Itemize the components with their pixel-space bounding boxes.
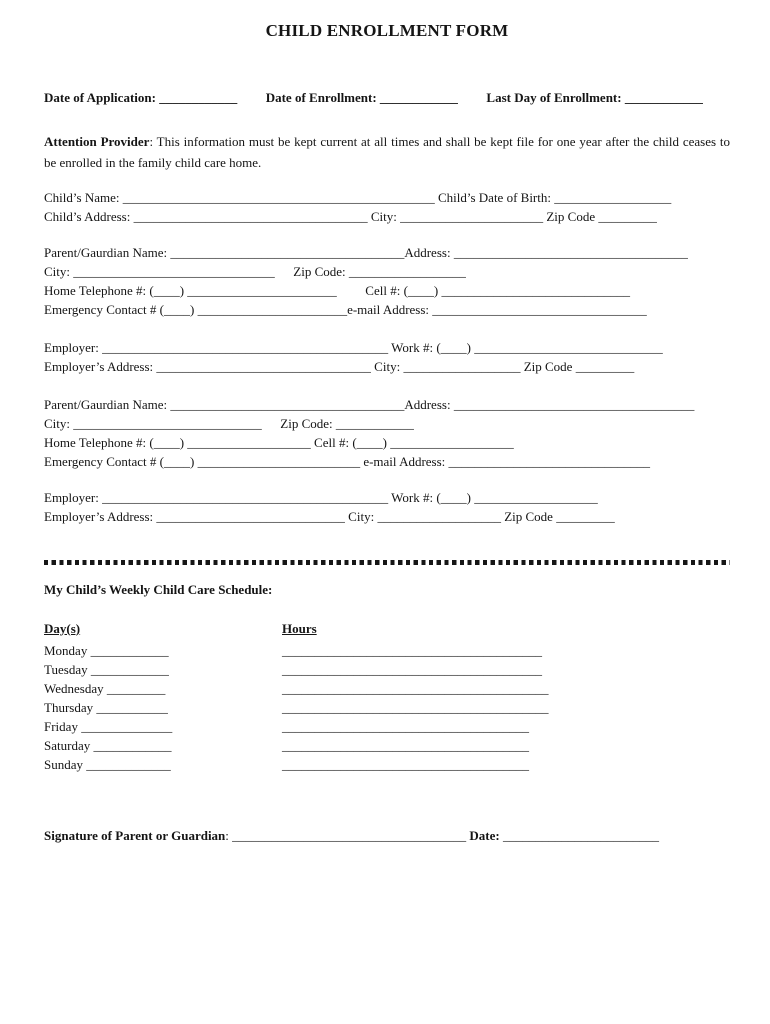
employer1-zip-blank[interactable]: _________	[575, 359, 635, 374]
day-label: Wednesday	[44, 680, 104, 696]
schedule-row-sunday	[44, 755, 730, 774]
page-title: CHILD ENROLLMENT FORM	[265, 21, 509, 40]
child-dob-blank[interactable]: __________________	[554, 190, 672, 205]
parent1-name-blank[interactable]: ____________________________________	[170, 245, 405, 260]
employer1-label: Employer:	[44, 340, 99, 355]
hours-cell	[282, 717, 529, 736]
parent2-zip-label: Zip Code:	[280, 416, 333, 431]
schedule-row-friday	[44, 717, 730, 736]
parent2-home-area-blank[interactable]: (____)	[149, 435, 185, 450]
day-label: Tuesday	[44, 661, 88, 677]
parent2-name-label: Parent/Gaurdian Name:	[44, 397, 168, 412]
dotted-divider	[44, 560, 730, 565]
day-cell	[44, 641, 282, 660]
parent1-emergency-label: Emergency Contact #	[44, 302, 157, 317]
day-label: Thursday	[44, 699, 94, 715]
employer2-zip-blank[interactable]: _________	[556, 509, 615, 524]
employer1-work-blank[interactable]: _____________________________	[474, 340, 663, 355]
parent2-city-label: City:	[44, 416, 71, 431]
parent1-name-label: Parent/Gaurdian Name:	[44, 245, 168, 260]
parent1-cell-label: Cell #:	[365, 283, 401, 298]
employer1-city-label: City:	[374, 359, 401, 374]
employer1-address-blank[interactable]: _________________________________	[156, 359, 371, 374]
child-city-label: City:	[370, 209, 397, 224]
hours-cell	[282, 698, 549, 717]
employer2-work-area-blank[interactable]: (____)	[436, 490, 471, 505]
parent2-phone-row	[44, 433, 730, 452]
employer1-city-blank[interactable]: __________________	[403, 359, 521, 374]
parent1-home-phone-blank[interactable]: _______________________	[187, 283, 337, 298]
attention-provider-label: Attention Provider	[44, 134, 150, 149]
employer2-section	[44, 488, 730, 526]
parent2-cell-blank[interactable]: ___________________	[390, 435, 514, 450]
child-zip-label: Zip Code	[546, 209, 596, 224]
child-address-label: Child’s Address:	[44, 209, 131, 224]
saturday-day-blank[interactable]: ____________	[93, 737, 172, 753]
friday-day-blank[interactable]: ______________	[81, 718, 173, 734]
employer1-work-label: Work #:	[391, 340, 434, 355]
hours-column-header: Hours	[282, 620, 317, 636]
parent1-zip-blank[interactable]: __________________	[348, 264, 466, 279]
employer2-zip-label: Zip Code	[504, 509, 553, 524]
parent2-emergency-row	[44, 452, 730, 471]
parent2-cell-area-blank[interactable]: (____)	[352, 435, 387, 450]
parent2-zip-blank[interactable]: ____________	[335, 416, 414, 431]
thursday-hours-blank[interactable]: _________________________________________	[282, 699, 549, 715]
parent1-email-blank[interactable]: _________________________________	[432, 302, 647, 317]
employer1-zip-label: Zip Code	[523, 359, 573, 374]
employer2-city-blank[interactable]: ___________________	[377, 509, 501, 524]
signature-blank[interactable]: ____________________________________	[232, 827, 467, 843]
parent2-cell-label: Cell #:	[314, 435, 350, 450]
employer1-address-row	[44, 357, 730, 376]
schedule-row-saturday	[44, 736, 730, 755]
parent1-address-label: Address:	[404, 245, 451, 260]
day-label: Sunday	[44, 756, 83, 772]
day-cell	[44, 717, 282, 736]
parent2-emergency-label: Emergency Contact #	[44, 454, 157, 469]
hours-cell	[282, 660, 542, 679]
employer2-label: Employer:	[44, 490, 99, 505]
parent1-emergency-area-blank[interactable]: (____)	[159, 302, 195, 317]
parent1-name-row	[44, 243, 730, 262]
monday-day-blank[interactable]: ____________	[90, 642, 169, 658]
day-cell	[44, 736, 282, 755]
attention-provider-text: : This information must be kept current at all times and shall be kept file for one year after the child ceases to be enrolled in the family child care home.	[44, 134, 730, 170]
days-column-header-cell	[44, 619, 282, 638]
parent2-home-phone-blank[interactable]: ___________________	[187, 435, 311, 450]
child-info-section	[44, 188, 730, 226]
date-of-enrollment-label: Date of Enrollment:	[265, 90, 377, 105]
parent2-email-label: e-mail Address:	[363, 454, 446, 469]
wednesday-day-blank[interactable]: _________	[106, 680, 166, 696]
parent1-cell-area-blank[interactable]: (____)	[403, 283, 439, 298]
day-cell	[44, 679, 282, 698]
date-of-enrollment-blank[interactable]: ____________	[379, 90, 458, 105]
child-city-blank[interactable]: ______________________	[400, 209, 544, 224]
schedule-header-row	[44, 619, 730, 638]
days-column-header: Day(s)	[44, 620, 81, 636]
parent2-address-blank[interactable]: _____________________________________	[453, 397, 695, 412]
hours-cell	[282, 641, 542, 660]
child-address-blank[interactable]: ____________________________________	[133, 209, 368, 224]
day-cell	[44, 755, 282, 774]
schedule-heading: My Child’s Weekly Child Care Schedule:	[44, 581, 273, 597]
day-cell	[44, 698, 282, 717]
hours-cell	[282, 679, 549, 698]
child-zip-blank[interactable]: _________	[598, 209, 657, 224]
signature-colon: :	[225, 827, 229, 843]
child-address-row	[44, 207, 730, 226]
parent2-name-blank[interactable]: ____________________________________	[170, 397, 405, 412]
parent2-email-blank[interactable]: _______________________________	[448, 454, 651, 469]
parent1-email-label: e-mail Address:	[347, 302, 430, 317]
employer1-row	[44, 338, 730, 357]
employer1-address-label: Employer’s Address:	[44, 359, 154, 374]
parent2-name-row	[44, 395, 730, 414]
parent2-section	[44, 395, 730, 471]
parent1-home-area-blank[interactable]: (____)	[149, 283, 185, 298]
hours-column-header-cell	[282, 619, 317, 638]
parent2-city-blank[interactable]: _____________________________	[73, 416, 262, 431]
employer1-work-area-blank[interactable]: (____)	[436, 340, 471, 355]
parent1-city-row	[44, 262, 730, 281]
parent1-city-blank[interactable]: _______________________________	[73, 264, 275, 279]
hours-cell	[282, 736, 529, 755]
last-day-of-enrollment-blank[interactable]: ____________	[624, 90, 703, 105]
schedule-row-tuesday	[44, 660, 730, 679]
day-label: Friday	[44, 718, 78, 734]
employer2-city-label: City:	[348, 509, 375, 524]
schedule-row-monday	[44, 641, 730, 660]
employer1-blank[interactable]: ____________________________________________	[102, 340, 389, 355]
parent1-home-phone-label: Home Telephone #:	[44, 283, 147, 298]
employer2-work-label: Work #:	[391, 490, 434, 505]
parent1-address-blank[interactable]: ____________________________________	[453, 245, 688, 260]
signature-label: Signature of Parent or Guardian	[44, 827, 226, 843]
last-day-of-enrollment-label: Last Day of Enrollment:	[486, 90, 622, 105]
employer2-address-label: Employer’s Address:	[44, 509, 154, 524]
parent1-phone-row	[44, 281, 730, 300]
sunday-day-blank[interactable]: _____________	[86, 756, 171, 772]
signature-date-blank[interactable]: ________________________	[503, 827, 659, 843]
child-name-label: Child’s Name:	[44, 190, 120, 205]
signature-row	[44, 826, 730, 845]
attention-provider-note	[44, 131, 730, 173]
parent1-emergency-row	[44, 300, 730, 319]
parent2-emergency-area-blank[interactable]: (____)	[159, 454, 195, 469]
date-of-application-blank[interactable]: ____________	[159, 90, 238, 105]
saturday-hours-blank[interactable]: ______________________________________	[282, 737, 529, 753]
employer2-address-row	[44, 507, 730, 526]
day-label: Monday	[44, 642, 88, 658]
parent2-home-phone-label: Home Telephone #:	[44, 435, 147, 450]
child-dob-label: Child’s Date of Birth:	[437, 190, 551, 205]
thursday-day-blank[interactable]: ___________	[96, 699, 168, 715]
child-name-row	[44, 188, 730, 207]
parent2-emergency-blank[interactable]: _________________________	[197, 454, 361, 469]
day-cell	[44, 660, 282, 679]
sunday-hours-blank[interactable]: ______________________________________	[282, 756, 529, 772]
employer2-address-blank[interactable]: _____________________________	[156, 509, 345, 524]
wednesday-hours-blank[interactable]: _________________________________________	[282, 680, 549, 696]
employer2-row	[44, 488, 730, 507]
tuesday-day-blank[interactable]: ____________	[90, 661, 169, 677]
parent1-cell-blank[interactable]: _____________________________	[441, 283, 630, 298]
dates-row	[44, 88, 730, 107]
parent2-address-label: Address:	[404, 397, 451, 412]
child-name-blank[interactable]: ________________________________________________	[122, 190, 435, 205]
schedule-row-wednesday	[44, 679, 730, 698]
date-of-application-label: Date of Application:	[44, 90, 156, 105]
monday-hours-blank[interactable]: ________________________________________	[282, 642, 542, 658]
parent1-city-label: City:	[44, 264, 71, 279]
friday-hours-blank[interactable]: ______________________________________	[282, 718, 529, 734]
hours-cell	[282, 755, 529, 774]
schedule-row-thursday	[44, 698, 730, 717]
employer2-work-blank[interactable]: ___________________	[474, 490, 598, 505]
parent2-city-row	[44, 414, 730, 433]
parent1-section	[44, 243, 730, 319]
schedule-rows	[44, 641, 730, 774]
tuesday-hours-blank[interactable]: ________________________________________	[282, 661, 542, 677]
day-label: Saturday	[44, 737, 91, 753]
employer1-section	[44, 338, 730, 376]
parent1-emergency-blank[interactable]: _______________________	[197, 302, 348, 317]
employer2-blank[interactable]: ____________________________________________	[102, 490, 389, 505]
signature-date-label: Date:	[469, 827, 500, 843]
parent1-zip-label: Zip Code:	[293, 264, 346, 279]
